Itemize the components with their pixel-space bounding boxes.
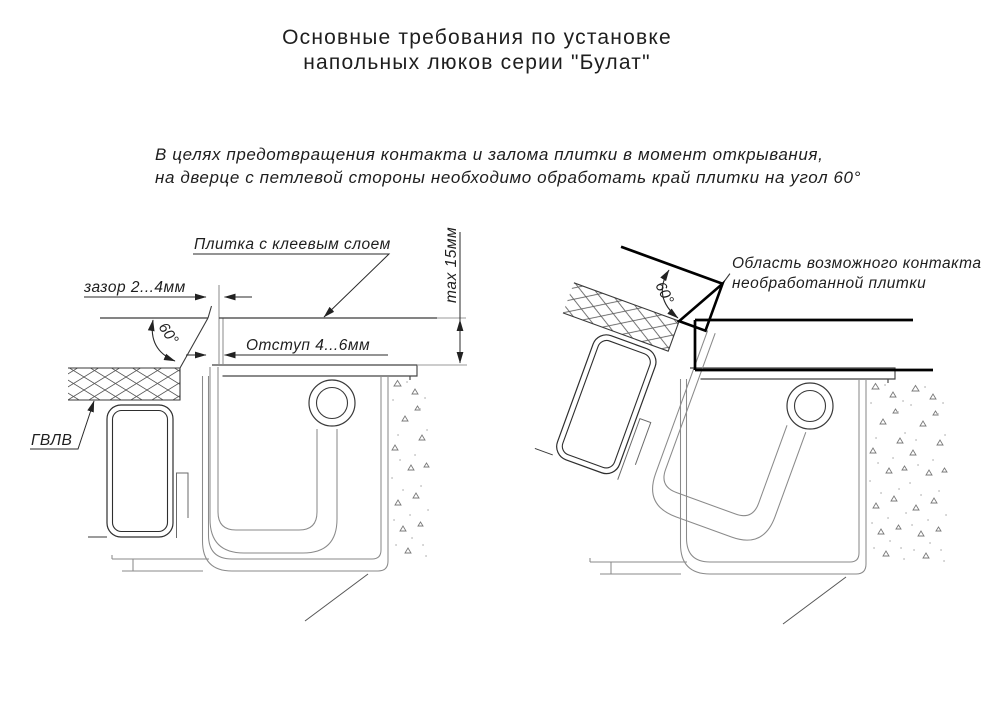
tile-leader-line — [193, 254, 389, 317]
contact-area-label-line1: Область возможного контакта — [732, 255, 982, 272]
bevel-angle-label: 60° — [154, 319, 182, 348]
note-line2: на дверце с петлевой стороны необходимо обработать край плитки на угол 60° — [155, 168, 861, 187]
closed-view-diagram — [30, 227, 467, 621]
fixed-tile-edge — [219, 285, 223, 365]
open-frame — [590, 368, 907, 624]
open-view-diagram — [511, 225, 982, 624]
contact-area-label-line2: необработанной плитки — [732, 275, 927, 292]
page-title-line1: Основные требования по установке — [282, 26, 672, 49]
note-line1: В целях предотвращения контакта и залома плитки в момент открывания, — [155, 145, 824, 164]
closed-frame — [112, 365, 429, 621]
unprocessed-tile-surface-bold — [621, 247, 722, 284]
extra-concrete — [910, 386, 947, 562]
page-title-line2: напольных люков серии "Булат" — [303, 51, 651, 74]
offset-label: Отступ 4...6мм — [246, 337, 371, 354]
gap-label: зазор 2...4мм — [84, 279, 186, 296]
tile-with-glue-label: Плитка с клеевым слоем — [194, 236, 391, 253]
unprocessed-fixed-tile-bold — [695, 320, 933, 370]
open-angle-label: 60° — [651, 279, 677, 308]
gvl-label: ГВЛВ — [31, 432, 73, 449]
max-height-label: max 15мм — [443, 226, 460, 303]
